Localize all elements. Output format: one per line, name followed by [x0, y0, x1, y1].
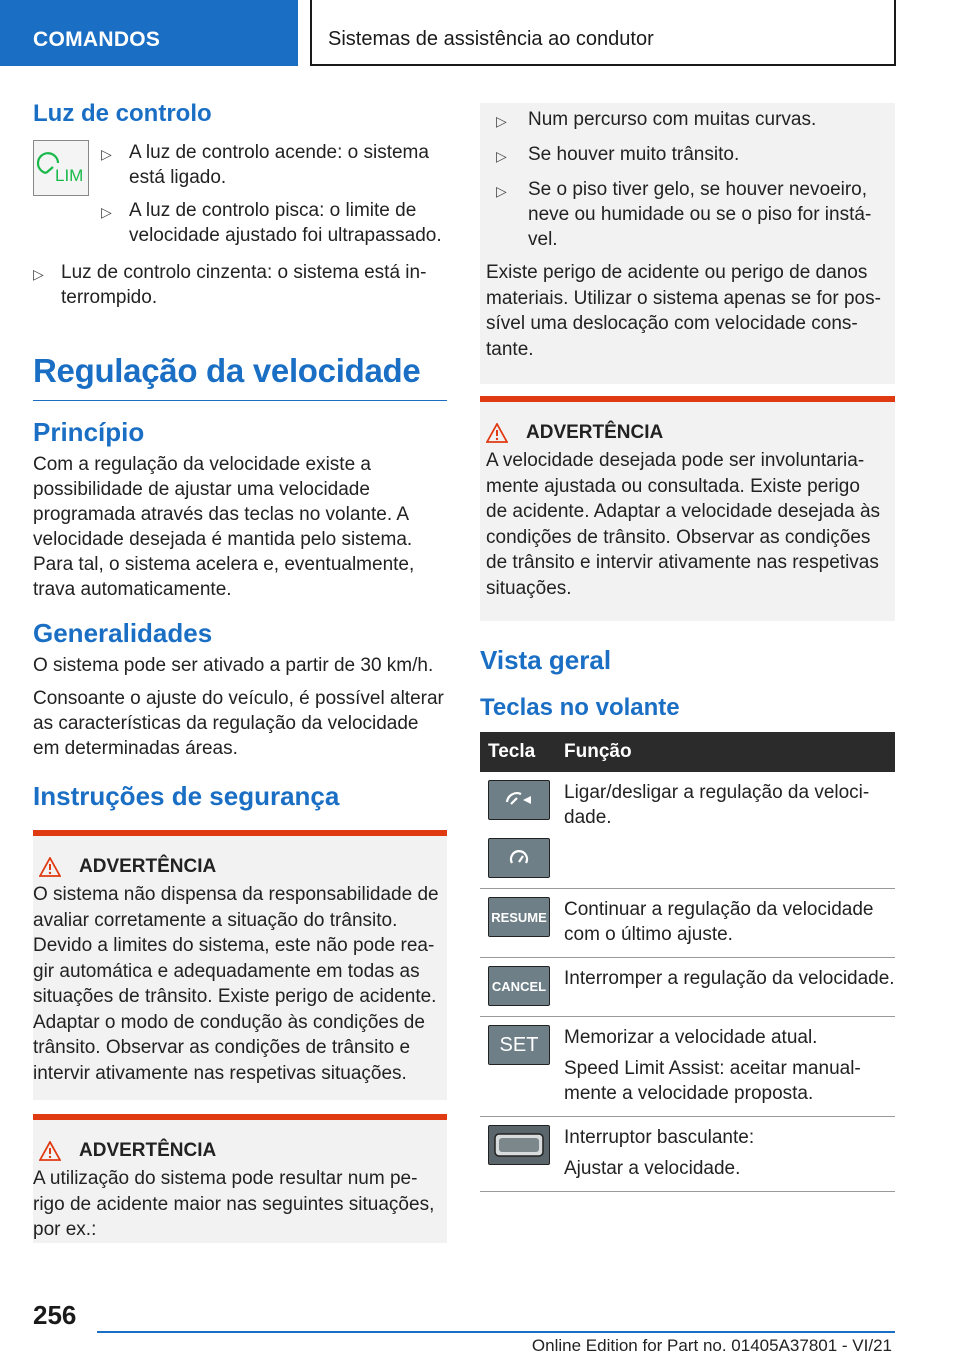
warning-box: [33, 1114, 447, 1243]
function-cell: Interruptor basculante: Ajustar a velocidade.: [556, 1117, 895, 1192]
footer-divider: [97, 1331, 895, 1333]
keys-table: [480, 732, 895, 1192]
table-row: [480, 772, 895, 889]
page-number: 256: [33, 1300, 77, 1330]
function-cell: Memorizar a velocidade atual. Speed Limit Assist: aceitar manualmente a velocidade proposta.: [556, 1017, 895, 1117]
left-column: [33, 100, 447, 1257]
triangle-bullet-icon: ▷: [496, 113, 507, 129]
situation-bullet: ▷ Se houver muito trânsito.: [486, 142, 881, 169]
luz-title: Luz de controlo: [33, 100, 212, 127]
warning-text: A velocidade desejada pode ser involuntariamente ajustada ou consultada. Existe perigo de acidente. Adaptar a velocidade desejada às condições de trânsito. Observar as condições de trânsito e intervir ativamente nas respetivas situações.: [486, 450, 881, 599]
warning-title: ADVERTÊNCIA: [33, 856, 441, 878]
generalidades-p1: O sistema pode ser ativado a partir de 30 km/h.: [33, 655, 434, 676]
situation-bullet: ▷ Se o piso tiver gelo, se houver nevoeiro, neve ou humidade ou se o piso for instável.: [496, 179, 872, 250]
seguranca-title: Instruções de segurança: [33, 781, 340, 811]
table-row: [480, 958, 895, 1017]
warning-triangle-icon: [39, 1141, 61, 1161]
triangle-bullet-icon: ▷: [496, 183, 507, 199]
generalidades-title: Generalidades: [33, 618, 213, 648]
warning-text: O sistema não dispensa da responsabilidade de avaliar corretamente a situação do trânsito. Devido a limites do sistema, este não pode reagir automática e adequadamente em todas as situações de trânsito. Existe perigo de acidente. Adaptar o modo de condução às condições de trânsito. Observar as condições de trânsito e intervir ativamente nas respetivas situações.: [33, 884, 439, 1084]
section-tab: [0, 0, 298, 66]
main-title: Regulação da velocidade: [33, 352, 447, 401]
function-cell: Continuar a regulação da velocidade com o último ajuste.: [556, 889, 895, 958]
risk-text: Existe perigo de acidente ou perigo de danos materiais. Utilizar o sistema apenas se for possível uma deslocação com velocidade constante.: [486, 262, 881, 360]
function-cell: Ligar/desligar a regulação da velocidade.: [556, 772, 895, 889]
warning-text: A utilização do sistema pode resultar num perigo de acidente maior nas seguintes situações, por ex.:: [33, 1168, 435, 1240]
page-header: [0, 0, 960, 66]
warning-triangle-icon: [486, 423, 508, 443]
gray-light-bullet: ▷ Luz de controlo cinzenta: o sistema está interrompido.: [33, 262, 427, 308]
situation-bullet: ▷ Num percurso com muitas curvas.: [486, 107, 881, 134]
situations-box: [480, 103, 895, 384]
triangle-bullet-icon: ▷: [101, 146, 112, 162]
cancel-key-icon: CANCEL: [488, 966, 550, 1006]
warning-box: [480, 396, 895, 621]
teclas-title: Teclas no volante: [480, 694, 680, 721]
lim-icon: [33, 140, 89, 196]
table-row: [480, 1017, 895, 1117]
col-header-function: Função: [556, 732, 895, 772]
chapter-tab: [310, 0, 896, 66]
section-label: COMANDOS: [33, 28, 161, 51]
triangle-bullet-icon: ▷: [496, 148, 507, 164]
right-column: [480, 103, 895, 1192]
table-row: [480, 1117, 895, 1192]
lim-bullet: ▷ A luz de controlo acende: o sistema está ligado.: [101, 142, 429, 188]
lim-bullet: ▷ A luz de controlo pisca: o limite de velocidade ajustado foi ultrapassado.: [101, 200, 442, 246]
set-key-icon: SET: [488, 1025, 550, 1065]
vista-title: Vista geral: [480, 645, 612, 675]
cruise-gauge-key-icon: [488, 838, 550, 878]
warning-triangle-icon: [39, 857, 61, 877]
principio-title: Princípio: [33, 417, 145, 447]
warning-title: ADVERTÊNCIA: [480, 422, 885, 444]
triangle-bullet-icon: ▷: [33, 266, 44, 282]
resume-key-icon: RESUME: [488, 897, 550, 937]
cruise-on-off-key-icon: [488, 780, 550, 820]
edition-text: Online Edition for Part no. 01405A37801 - VI/21: [531, 1336, 892, 1355]
svg-text:LIM: LIM: [55, 166, 84, 185]
table-row: [480, 889, 895, 958]
principio-text: Com a regulação da velocidade existe a possibilidade de ajustar uma velocidade programada através das teclas no volante. A velocidade desejada é mantida pelo sistema. Para tal, o sistema acelera e, eventualmente, trava automaticamente.: [33, 454, 415, 600]
function-cell: Interromper a regulação da velocidade.: [556, 958, 895, 1017]
warning-box: [33, 830, 447, 1100]
triangle-bullet-icon: ▷: [101, 204, 112, 220]
col-header-key: Tecla: [480, 732, 556, 772]
warning-title: ADVERTÊNCIA: [33, 1140, 441, 1162]
generalidades-p2: Consoante o ajuste do veículo, é possível alterar as características da regulação da velocidade em determinadas áreas.: [33, 688, 444, 759]
rocker-switch-key-icon: [488, 1125, 550, 1165]
lim-indicator-row: [33, 140, 447, 256]
chapter-label: Sistemas de assistência ao condutor: [328, 28, 654, 50]
